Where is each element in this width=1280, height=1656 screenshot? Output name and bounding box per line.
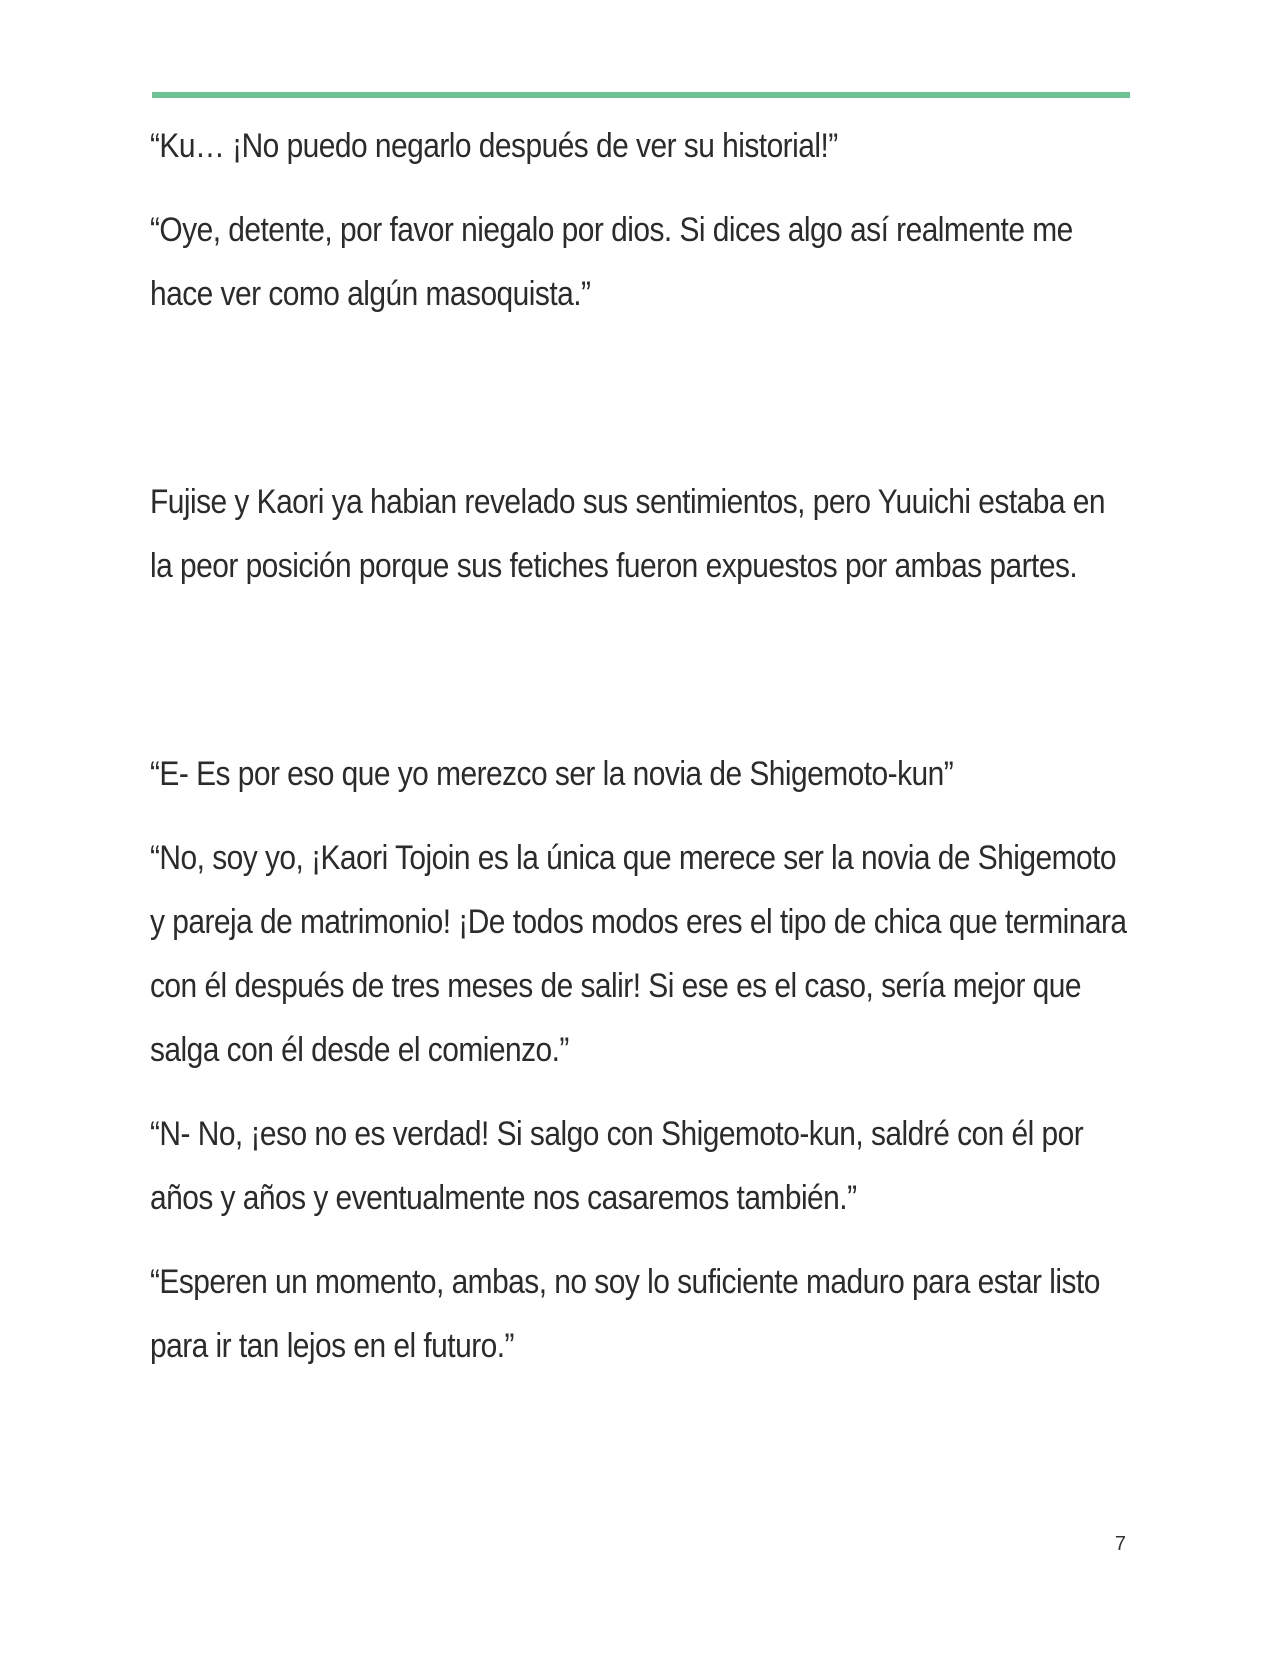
body-text bbox=[150, 114, 1130, 1398]
paragraph-gap bbox=[150, 618, 1130, 742]
document-page bbox=[150, 0, 1130, 1656]
paragraph: “Oye, detente, por favor niegalo por dios. Si dices algo así realmente me hace ver como algún masoquista.” bbox=[150, 211, 1073, 313]
paragraph: “Esperen un momento, ambas, no soy lo suficiente maduro para estar listo para ir tan lejos en el futuro.” bbox=[150, 1263, 1100, 1365]
top-divider bbox=[152, 92, 1130, 98]
page-number: 7 bbox=[1114, 1533, 1126, 1555]
paragraph-gap bbox=[150, 346, 1130, 470]
paragraph: “Ku… ¡No puedo negarlo después de ver su historial!” bbox=[150, 127, 838, 165]
paragraph: “E- Es por eso que yo merezco ser la novia de Shigemoto-kun” bbox=[150, 755, 954, 793]
paragraph: Fujise y Kaori ya habian revelado sus sentimientos, pero Yuuichi estaba en la peor posición porque sus fetiches fueron expuestos por ambas partes. bbox=[150, 483, 1105, 585]
paragraph: “N- No, ¡eso no es verdad! Si salgo con Shigemoto-kun, saldré con él por años y años y eventualmente nos casaremos también.” bbox=[150, 1115, 1084, 1217]
paragraph: “No, soy yo, ¡Kaori Tojoin es la única que merece ser la novia de Shigemoto y pareja de matrimonio! ¡De todos modos eres el tipo de chica que terminara con él después de tres meses de salir! Si ese es el caso, sería mejor que salga con él desde el comienzo.” bbox=[150, 839, 1127, 1069]
